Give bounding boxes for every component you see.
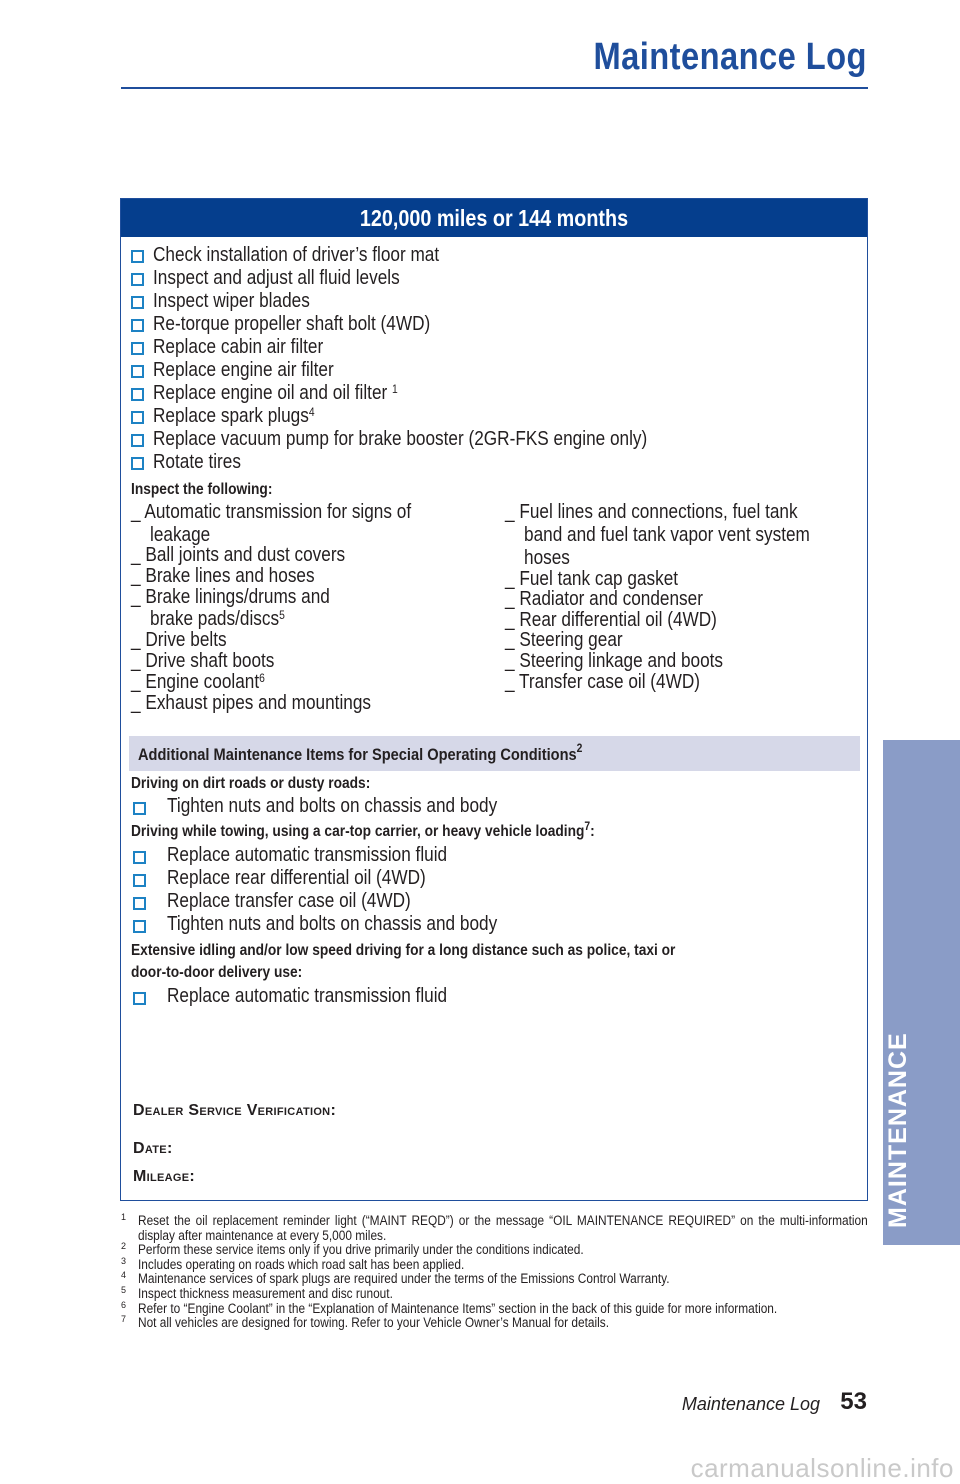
condition-heading: Driving while towing, using a car-top carrier, or heavy vehicle loading$^7$: <box>131 819 595 840</box>
inspect-item: _ Fuel lines and connections, fuel tank <box>505 501 798 523</box>
checkbox[interactable] <box>133 897 146 910</box>
footer-section-label: Maintenance Log <box>681 1394 820 1414</box>
page-title: Maintenance Log <box>593 36 867 78</box>
inspect-heading: Inspect the following: <box>131 481 273 498</box>
inspect-item: _ Drive belts <box>131 629 227 651</box>
inspect-item: _ Steering gear <box>505 629 623 651</box>
checkbox[interactable] <box>131 411 144 424</box>
inspect-item: _ Steering linkage and boots <box>505 650 724 672</box>
footnote: 3 Includes operating on roads which road salt has been applied. <box>121 1255 465 1272</box>
checklist-item: Replace engine oil and oil filter $^1$ <box>153 382 398 404</box>
inspect-item-cont: leakage <box>150 524 211 546</box>
checkbox[interactable] <box>131 319 144 332</box>
checkbox[interactable] <box>131 296 144 309</box>
condition-item: Replace transfer case oil (4WD) <box>167 890 411 912</box>
checkbox[interactable] <box>133 851 146 864</box>
inspect-item: _ Transfer case oil (4WD) <box>505 671 700 693</box>
condition-item: Replace automatic transmission fluid <box>167 844 448 866</box>
watermark: carmanualsonline.info <box>690 1453 954 1483</box>
inspect-item: _ Radiator and condenser <box>505 588 703 610</box>
page-number: 53 <box>840 1388 867 1415</box>
interval-header: 120,000 miles or 144 months <box>121 199 867 237</box>
inspect-item: _ Ball joints and dust covers <box>131 544 346 566</box>
dealer-verification-label: DEALER SERVICE VERIFICATION: <box>133 1102 337 1119</box>
checkbox[interactable] <box>131 388 144 401</box>
condition-heading-cont: door-to-door delivery use: <box>131 964 303 981</box>
checkbox[interactable] <box>131 457 144 470</box>
checklist-item: Replace vacuum pump for brake booster (2GR-FKS engine only) <box>153 428 648 450</box>
inspect-item-cont: band and fuel tank vapor vent system <box>524 524 810 546</box>
condition-item: Tighten nuts and bolts on chassis and body <box>167 913 498 935</box>
inspect-item: _ Brake linings/drums and <box>131 586 330 608</box>
inspect-item-cont: hoses <box>524 547 570 569</box>
checkbox[interactable] <box>133 920 146 933</box>
footnote: 1 Reset the oil replacement reminder light (“MAINT REQD”) or the message “OIL MAINTENANCE REQUIRED” on the multi-information display after maintenance at every 5,000 miles. <box>121 1212 868 1243</box>
checklist-item: Re-torque propeller shaft bolt (4WD) <box>153 313 431 335</box>
checkbox[interactable] <box>133 992 146 1005</box>
footnote: 6 Refer to “Engine Coolant” in the “Explanation of Maintenance Items” section in the back of this guide for more information. <box>121 1299 778 1316</box>
title-rule <box>121 87 868 89</box>
footnote: 7 Not all vehicles are designed for towing. Refer to your Vehicle Owner’s Manual for details. <box>121 1314 610 1331</box>
checkbox[interactable] <box>131 365 144 378</box>
inspect-item: _ Automatic transmission for signs of <box>131 501 412 523</box>
checkbox[interactable] <box>131 342 144 355</box>
mileage-label: MILEAGE: <box>133 1168 196 1185</box>
checklist-item: Replace cabin air filter <box>153 336 324 358</box>
checkbox[interactable] <box>131 434 144 447</box>
checklist-item: Inspect and adjust all fluid levels <box>153 267 400 289</box>
inspect-item: _ Fuel tank cap gasket <box>505 568 679 590</box>
inspect-item: _ Engine coolant$^6$ <box>131 671 265 693</box>
checkbox[interactable] <box>133 874 146 887</box>
inspect-item: _ Rear differential oil (4WD) <box>505 609 717 631</box>
date-label: DATE: <box>133 1140 173 1157</box>
footnote: 5 Inspect thickness measurement and disc runout. <box>121 1284 393 1301</box>
section-side-label: MAINTENANCE <box>884 1032 912 1228</box>
inspect-item-cont: brake pads/discs$^5$ <box>150 608 285 630</box>
checklist-item: Replace engine air filter <box>153 359 334 381</box>
additional-title: Additional Maintenance Items for Special Operating Conditions$^2$ <box>138 741 583 764</box>
checklist-item: Rotate tires <box>153 451 241 473</box>
checklist-item: Replace spark plugs$^4$ <box>153 405 315 427</box>
checklist-item: Inspect wiper blades <box>153 290 310 312</box>
footnote: 2 Perform these service items only if you drive primarily under the conditions indicated. <box>121 1241 584 1258</box>
condition-item: Replace automatic transmission fluid <box>167 985 448 1007</box>
checkbox[interactable] <box>131 273 144 286</box>
inspect-item: _ Exhaust pipes and mountings <box>131 692 372 714</box>
condition-item: Replace rear differential oil (4WD) <box>167 867 426 889</box>
inspect-item: _ Brake lines and hoses <box>131 565 315 587</box>
footnotes <box>121 1214 868 1331</box>
maintenance-box <box>120 198 868 1201</box>
checkbox[interactable] <box>133 802 146 815</box>
inspect-item: _ Drive shaft boots <box>131 650 275 672</box>
footnote: 4 Maintenance services of spark plugs are required under the terms of the Emissions Control Warranty. <box>121 1270 670 1287</box>
condition-heading: Driving on dirt roads or dusty roads: <box>131 775 371 792</box>
condition-item: Tighten nuts and bolts on chassis and body <box>167 795 498 817</box>
condition-heading: Extensive idling and/or low speed driving for a long distance such as police, taxi or <box>131 942 676 959</box>
checklist-item: Check installation of driver’s floor mat <box>153 244 440 266</box>
checkbox[interactable] <box>131 250 144 263</box>
